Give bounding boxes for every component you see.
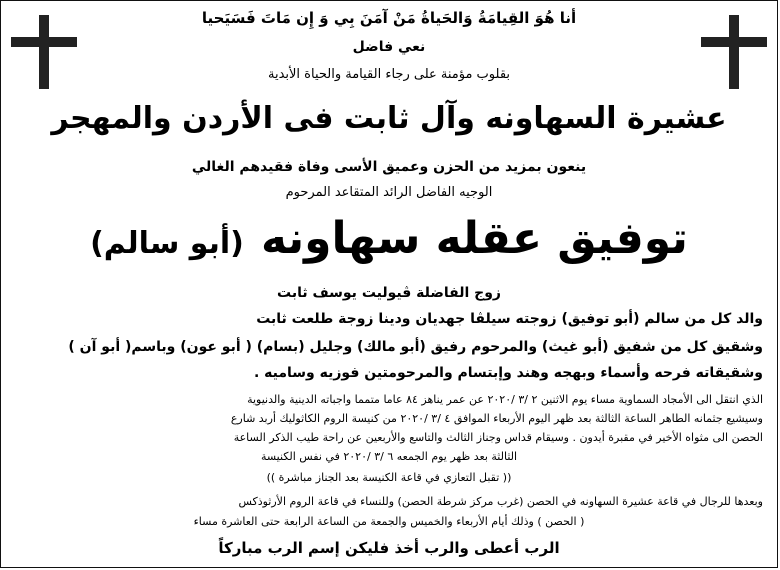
brothers-line: وشقيق كل من شفيق (أبو غيث) والمرحوم رفيق (أبو مالك) وجليل (بسام) ( أبو عون) وباسم( أبو آن ) — [68, 339, 763, 355]
deceased-nickname: (أبو سالم) — [90, 226, 244, 261]
children-line: والد كل من سالم (أبو توفيق) زوجته سيلڤا جهديان ودينا زوجة طلعت ثابت — [256, 311, 763, 327]
mourning-line: ينعون بمزيد من الحزن وعميق الأسى وفاة فقيدهم الغالي — [191, 159, 587, 175]
detail-line: وسيشيع جثمانه الطاهر الساعة الثالثة بعد ظهر اليوم الأربعاء الموافق ٤ /٣ /٢٠٢٠ من كنيسة الروم الكاثوليك أربد شارع — [230, 412, 763, 425]
detail-line: الثالثة بعد ظهر يوم الجمعه ٦ /٣ /٢٠٢٠ في نفس الكنيسة — [260, 450, 518, 463]
detail-line: الذي انتقل الى الأمجاد السماوية مساء يوم الاثنين ٢ /٣ /٢٠٢٠ عن عمر يناهز ٨٤ عاما متمما واجباته الدينية والدنيوية — [247, 393, 763, 406]
hall-line: ( الحصن ) وذلك أيام الأربعاء والخميس والجمعة من الساعة الرابعة حتى العاشرة مساء — [193, 515, 585, 528]
hall-line: وبعدها للرجال في قاعة عشيرة السهاونه في الحصن (غرب مركز شرطة الحصن) وللنساء في قاعة الروم الأرثوذكس — [238, 495, 763, 508]
family-heading: عشيرة السهاونه وآل ثابت فى الأردن والمهجر — [51, 101, 727, 136]
condolence-note: (( تقبل التعازي في قاعة الكنيسة بعد الجناز مباشرة )) — [266, 471, 512, 484]
deceased-title: الوجيه الفاضل الرائد المتقاعد المرحوم — [285, 185, 493, 200]
deceased-name: توفيق عقله سهاونه — [260, 213, 688, 264]
spouse-line: زوج الفاضلة ڤيوليت يوسف ثابت — [277, 285, 501, 301]
closing-verse: الرب أعطى والرب أخذ فليكن إسم الرب مباركاً — [218, 539, 560, 557]
bible-verse: أنا هُوَ القِيامَةُ وَالحَياةُ مَنْ آمَنَ بِي وَ إِن مَاتَ فَسَيَحيا — [201, 9, 577, 27]
sisters-line: وشقيقاته فرحه وأسماء وبهجه وهند وإبتسام والمرحومتين فوزيه وساميه . — [253, 365, 763, 381]
announcement-label: نعي فاضل — [352, 39, 426, 55]
faith-line: بقلوب مؤمنة على رجاء القيامة والحياة الأبدية — [267, 67, 511, 82]
deceased-name-row — [15, 213, 763, 275]
detail-line: الحصن الى مثواه الأخير في مقبرة أيدون . وسيقام قداس وجناز الثالث والتاسع والأربعين عن راحة طيب الذكر الساعة — [233, 431, 763, 444]
